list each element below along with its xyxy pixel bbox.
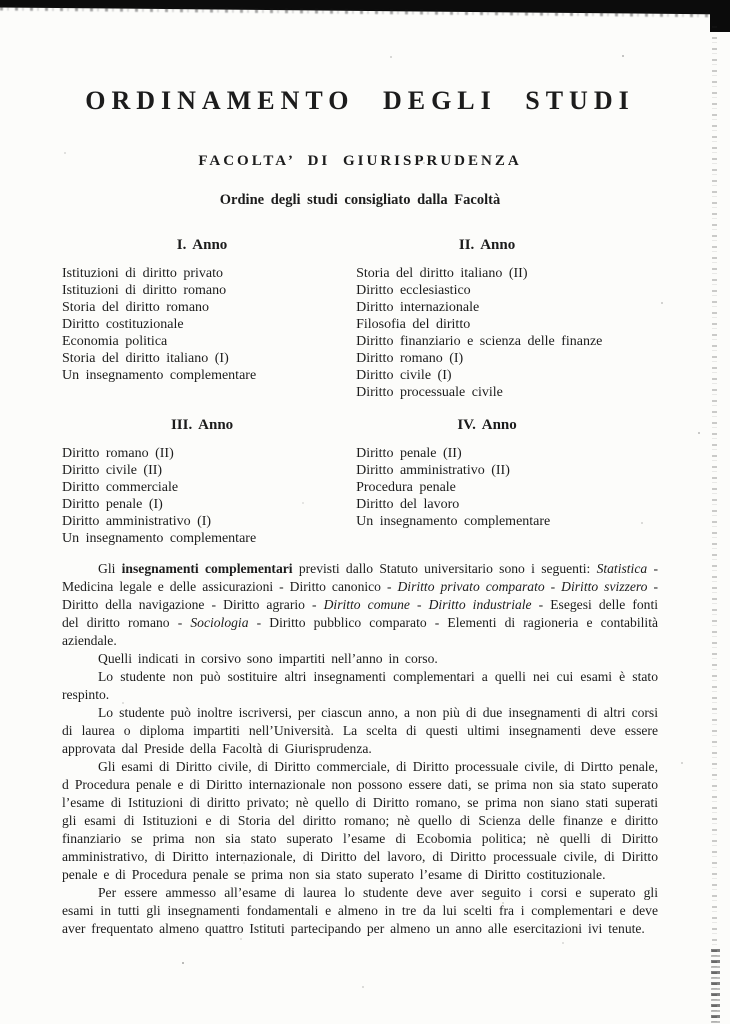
text-run: - <box>409 597 429 612</box>
course-item: Diritto civile (II) <box>62 463 163 478</box>
page-edge-bottom-artifact <box>711 949 720 1024</box>
course-list-year-4 <box>356 445 658 530</box>
text-run: - Esegesi delle fonti del diritto romano - <box>62 597 658 630</box>
italic-run: Statistica <box>596 561 648 576</box>
italic-run: Diritto comune <box>323 597 410 612</box>
course-item: Diritto amministrativo (I) <box>62 514 212 529</box>
course-item: Storia del diritto italiano (II) <box>356 266 528 281</box>
text-run: Lo studente può inoltre iscriversi, per ciascun anno, a non più di due insegnamenti di altri corsi di laurea o diploma impartiti nell’Università. La scelta di questi ultimi insegnamenti deve essere approvata dal Preside della Facoltà di Giurisprudenza. <box>62 705 658 756</box>
course-item: Diritto internazionale <box>356 300 480 315</box>
page-content <box>62 0 658 938</box>
italic-run: Diritto privato comparato <box>397 579 545 594</box>
course-item: Diritto penale (I) <box>62 497 163 512</box>
text-run: Lo studente non può sostituire altri insegnamenti complementari a quelli nei cui esami è stato respinto. <box>62 669 658 702</box>
course-list-year-1 <box>62 265 342 384</box>
text-run: - Diritto della navigazione - Diritto agrario - <box>62 579 659 612</box>
course-item: Diritto amministrativo (II) <box>356 463 510 478</box>
text-run: previsti dallo Statuto universitario sono i seguenti: <box>292 561 597 576</box>
study-order-subtitle: Ordine degli studi consigliato dalla Facoltà <box>219 192 501 208</box>
body-paragraph <box>62 884 658 938</box>
italic-run: Diritto svizzero <box>561 579 648 594</box>
years-grid <box>62 237 658 547</box>
year-heading-3: III. Anno <box>170 417 234 433</box>
course-list-year-2 <box>356 265 658 401</box>
faculty-heading: FACOLTA’ DI GIURISPRUDENZA <box>198 153 522 169</box>
text-run: - Diritto pubblico comparato - Elementi di ragioneria e contabilità aziendale. <box>62 615 658 648</box>
body-paragraph <box>62 758 658 884</box>
body-text <box>62 560 658 938</box>
course-item: Procedura penale <box>356 480 456 495</box>
text-run: Per essere ammesso all’esame di laurea lo studente deve aver seguito i corsi e superato gli esami in tutti gli insegnamenti fondamentali e almeno in tre da lui scelti fra i complementari e deve aver frequentato almeno quattro Istituti partecipando per almeno un anno alle esercitazioni ivi tenute. <box>62 885 658 936</box>
body-paragraph <box>62 668 658 704</box>
course-item: Storia del diritto italiano (I) <box>62 351 229 366</box>
text-run: Gli esami di Diritto civile, di Diritto commerciale, di Diritto processuale civile, di Dirtto penale, d Procedura penale e di Diritto internazionale non possono essere dati, se prima non sia stato superato l’esame di Istituzioni di diritto privato; nè quello di Diritto romano, se prima non siano stati superati gli esami di Istituzioni e di Storia del diritto romano; nè quello di Scienza delle finanze e diritto finanziario se prima non sia stato superato l’esame di Ecobomia politica; nè quelli di Diritto amministrativo, di Diritto internazionale, di Diritto del lavoro, di Diritto processuale civile, di Diritto penale e di Procedura penale se prima non sia stato superato l’esame di Diritto costituzionale. <box>62 759 658 882</box>
course-item: Diritto romano (II) <box>62 446 174 461</box>
course-item: Diritto penale (II) <box>356 446 462 461</box>
body-paragraph <box>62 704 658 758</box>
course-item: Istituzioni di diritto privato <box>62 266 224 281</box>
page-title: ORDINAMENTO DEGLI STUDI <box>85 86 635 115</box>
course-item: Diritto costituzionale <box>62 317 184 332</box>
body-paragraph <box>62 650 658 668</box>
course-item: Un insegnamento complementare <box>62 531 257 546</box>
text-run: - Medicina legale e delle assicurazioni - Diritto canonico - <box>62 561 658 594</box>
page-right-edge-artifact <box>712 26 717 1024</box>
course-item: Economia politica <box>62 334 168 349</box>
paper-specks <box>0 0 2 2</box>
course-item: Diritto ecclesiastico <box>356 283 471 298</box>
course-item: Un insegnamento complementare <box>62 368 257 383</box>
course-item: Diritto del lavoro <box>356 497 460 512</box>
text-run: Quelli indicati in corsivo sono impartiti nell’anno in corso. <box>98 651 438 666</box>
text-run: - <box>544 579 562 594</box>
course-item: Diritto civile (I) <box>356 368 452 383</box>
year-heading-1: I. Anno <box>176 237 228 253</box>
year-section-2 <box>342 237 658 401</box>
course-item: Filosofia del diritto <box>356 317 471 332</box>
year-section-3 <box>62 417 342 547</box>
course-item: Un insegnamento complementare <box>356 514 551 529</box>
course-item: Diritto finanziario e scienza delle finanze <box>356 334 603 349</box>
year-heading-4: IV. Anno <box>457 417 517 433</box>
course-item: Storia del diritto romano <box>62 300 210 315</box>
italic-run: Diritto industriale <box>428 597 532 612</box>
year-section-4 <box>342 417 658 547</box>
bold-run: insegnamenti complementari <box>121 561 293 576</box>
course-list-year-3 <box>62 445 342 547</box>
course-item: Diritto commerciale <box>62 480 179 495</box>
year-heading-2: II. Anno <box>458 237 516 253</box>
course-item: Diritto processuale civile <box>356 385 503 400</box>
italic-run: Sociologia <box>190 615 249 630</box>
text-run: Gli <box>98 561 122 576</box>
body-paragraph <box>62 560 658 650</box>
course-item: Diritto romano (I) <box>356 351 464 366</box>
course-item: Istituzioni di diritto romano <box>62 283 227 298</box>
year-section-1 <box>62 237 342 401</box>
